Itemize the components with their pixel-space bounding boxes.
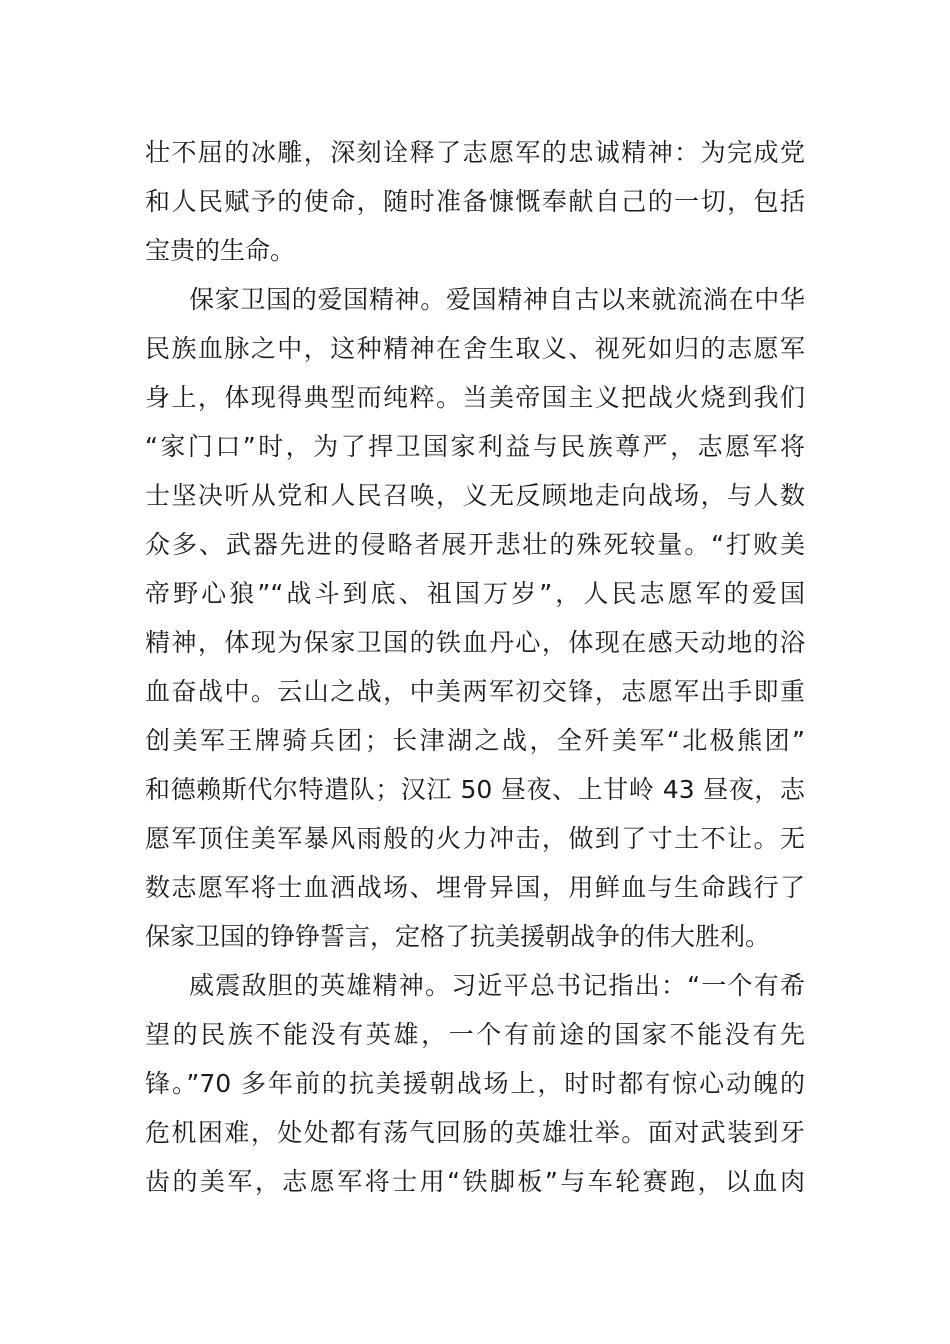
paragraph-start-line: 威震敌胆的英雄精神。习近平总书记指出：“一个有希 [189,971,805,1000]
text-line: 宝贵的生命。 [145,236,296,265]
text-line: 望的民族不能没有英雄，一个有前途的国家不能没有先 [145,1020,805,1049]
text-line: 血奋战中。云山之战，中美两军初交锋，志愿军出手即重 [145,677,805,706]
text-line: 数志愿军将士血洒战场、埋骨异国，用鲜血与生命践行了 [145,873,805,902]
text-line: 身上，体现得典型而纯粹。当美帝国主义把战火烧到我们 [145,383,805,412]
text-line: 精神，体现为保家卫国的铁血丹心，体现在感天动地的浴 [145,628,805,657]
paragraph-start-line: 保家卫国的爱国精神。爱国精神自古以来就流淌在中华 [189,285,805,314]
text-line: 和人民赋予的使命，随时准备慷慨奉献自己的一切，包括 [145,187,805,216]
text-line: 帝野心狼”“战斗到底、祖国万岁”，人民志愿军的爱国 [145,579,805,608]
text-line: 和德赖斯代尔特遣队；汉江 50 昼夜、上甘岭 43 昼夜，志 [145,775,805,804]
text-line: 士坚决听从党和人民召唤，义无反顾地走向战场，与人数 [145,481,805,510]
text-line: 锋。”70 多年前的抗美援朝战场上，时时都有惊心动魄的 [145,1069,805,1098]
text-line: 壮不屈的冰雕，深刻诠释了志愿军的忠诚精神：为完成党 [145,138,805,167]
text-line: 民族血脉之中，这种精神在舍生取义、视死如归的志愿军 [145,334,805,363]
body-text [145,128,805,1206]
text-line: 愿军顶住美军暴风雨般的火力冲击，做到了寸土不让。无 [145,824,805,853]
text-line: “家门口”时，为了捍卫国家利益与民族尊严，志愿军将 [145,432,805,461]
text-line: 齿的美军，志愿军将士用“铁脚板”与车轮赛跑，以血肉 [145,1167,805,1196]
text-line: 保家卫国的铮铮誓言，定格了抗美援朝战争的伟大胜利。 [145,922,771,951]
text-line: 众多、武器先进的侵略者展开悲壮的殊死较量。“打败美 [145,530,805,559]
text-line: 危机困难，处处都有荡气回肠的英雄壮举。面对武装到牙 [145,1118,805,1147]
text-line: 创美军王牌骑兵团；长津湖之战，全歼美军“北极熊团” [145,726,805,755]
